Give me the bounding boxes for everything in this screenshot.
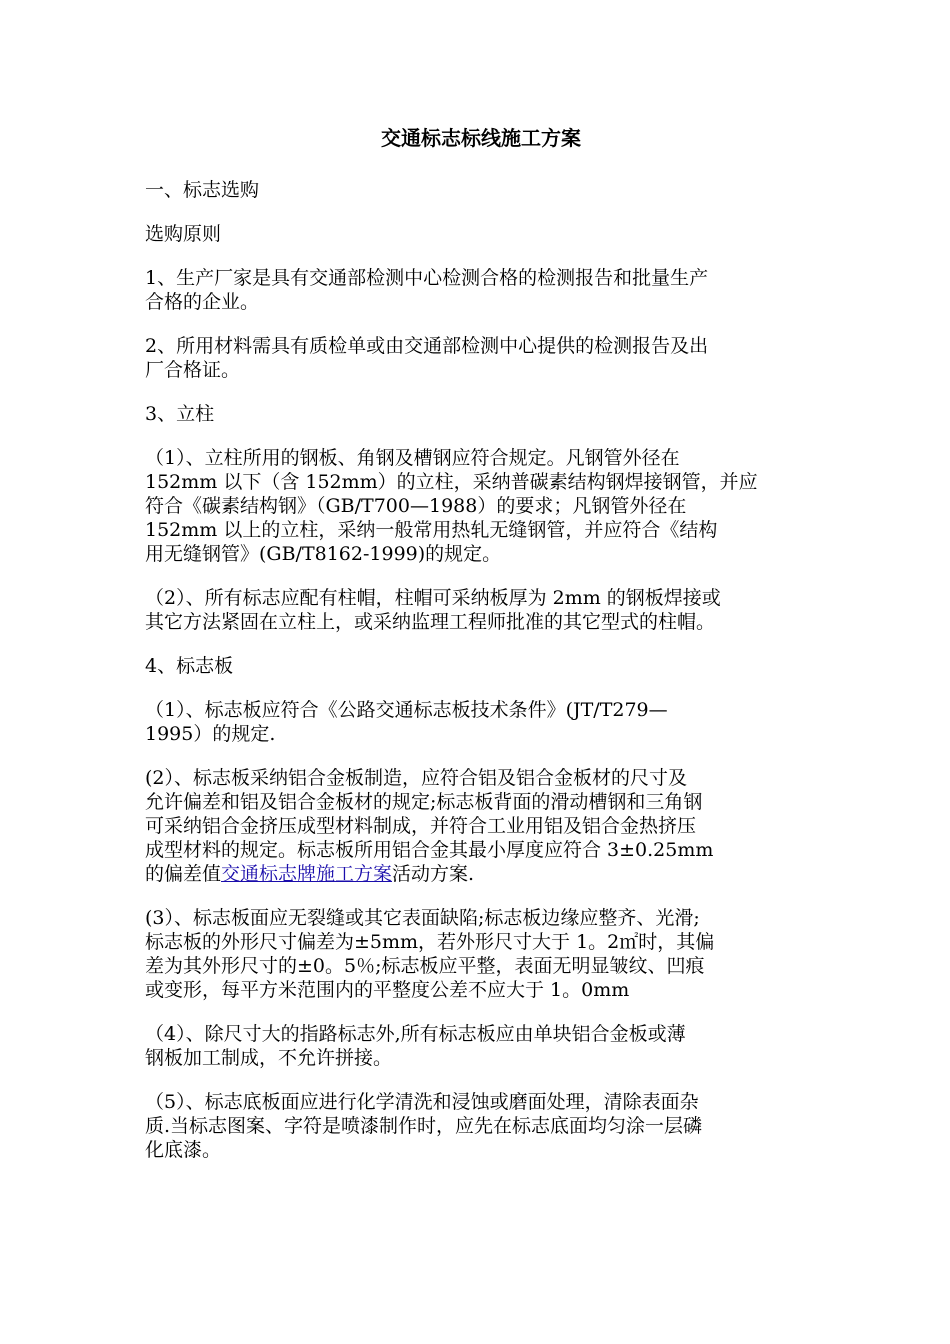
text-line: （1）、立柱所用的钢板、角钢及槽钢应符合规定。凡钢管外径在 — [145, 447, 680, 469]
paragraph-item-4-2 — [145, 766, 817, 886]
text-fragment: 的偏差值 — [145, 863, 222, 885]
text-line: 合格的企业。 — [145, 291, 260, 313]
paragraph-item-1 — [145, 266, 817, 314]
text-line: 符合《碳素结构钢》（GB/T700—1988）的要求；凡钢管外径在 — [145, 495, 687, 517]
section-heading-3: 3、立柱 — [145, 403, 215, 425]
text-fragment: 活动方案. — [392, 863, 475, 885]
paragraph-item-4-4 — [145, 1022, 817, 1070]
text-line: 或变形，每平方米范围内的平整度公差不应大于 1。0mm — [145, 979, 630, 1001]
text-line — [145, 862, 817, 886]
paragraph-item-4-1 — [145, 698, 817, 746]
text-line: 厂合格证。 — [145, 359, 241, 381]
text-line: 2、所用材料需具有质检单或由交通部检测中心提供的检测报告及出 — [145, 335, 709, 357]
text-line: 可采纳铝合金挤压成型材料制成，并符合工业用铝及铝合金热挤压 — [145, 815, 697, 837]
text-line: (2）、标志板采纳铝合金板制造，应符合铝及铝合金板材的尺寸及 — [145, 767, 688, 789]
text-line: 标志板的外形尺寸偏差为±5mm，若外形尺寸大于 1。2㎡时，其偏 — [145, 931, 715, 953]
section-heading-1: 一、标志选购 — [145, 179, 260, 201]
text-line: 钢板加工制成，不允许拼接。 — [145, 1047, 393, 1069]
paragraph-item-4-5 — [145, 1090, 817, 1162]
text-line: 成型材料的规定。标志板所用铝合金其最小厚度应符合 3±0.25mm — [145, 839, 714, 861]
text-line: 1、生产厂家是具有交通部检测中心检测合格的检测报告和批量生产 — [145, 267, 709, 289]
text-line: （1）、标志板应符合《公路交通标志板技术条件》(JT/T279— — [145, 699, 668, 721]
text-line: 152mm 以上的立柱，采纳一般常用热轧无缝钢管，并应符合《结构 — [145, 519, 718, 541]
paragraph-item-3-1 — [145, 446, 817, 566]
text-line: 允许偏差和铝及铝合金板材的规定;标志板背面的滑动槽钢和三角钢 — [145, 791, 703, 813]
text-line: （5）、标志底板面应进行化学清洗和浸蚀或磨面处理，清除表面杂 — [145, 1091, 699, 1113]
paragraph-item-2 — [145, 334, 817, 382]
text-line: 质.当标志图案、字符是喷漆制作时，应先在标志底面均匀涂一层磷 — [145, 1115, 703, 1137]
text-line: 1995）的规定. — [145, 723, 276, 745]
text-line: （4）、除尺寸大的指路标志外,所有标志板应由单块铝合金板或薄 — [145, 1023, 686, 1045]
paragraph-item-3-2 — [145, 586, 817, 634]
document-title: 交通标志标线施工方案 — [381, 126, 581, 150]
text-line: 用无缝钢管》(GB/T8162-1999)的规定。 — [145, 543, 502, 565]
section-heading-4: 4、标志板 — [145, 655, 234, 677]
text-line: 其它方法紧固在立柱上，或采纳监理工程师批准的其它型式的柱帽。 — [145, 611, 716, 633]
paragraph-item-4-3 — [145, 906, 817, 1002]
text-line: (3）、标志板面应无裂缝或其它表面缺陷;标志板边缘应整齐、光滑; — [145, 907, 700, 929]
principle-heading: 选购原则 — [145, 223, 222, 245]
construction-plan-link[interactable]: 交通标志牌施工方案 — [221, 863, 393, 885]
text-line: 152mm 以下（含 152mm）的立柱，采纳普碳素结构钢焊接钢管，并应 — [145, 471, 758, 493]
text-line: 化底漆。 — [145, 1139, 222, 1161]
text-line: 差为其外形尺寸的±0。5％;标志板应平整，表面无明显皱纹、凹痕 — [145, 955, 705, 977]
text-line: （2）、所有标志应配有柱帽，柱帽可采纳板厚为 2mm 的钢板焊接或 — [145, 587, 721, 609]
document-page — [145, 123, 817, 1182]
